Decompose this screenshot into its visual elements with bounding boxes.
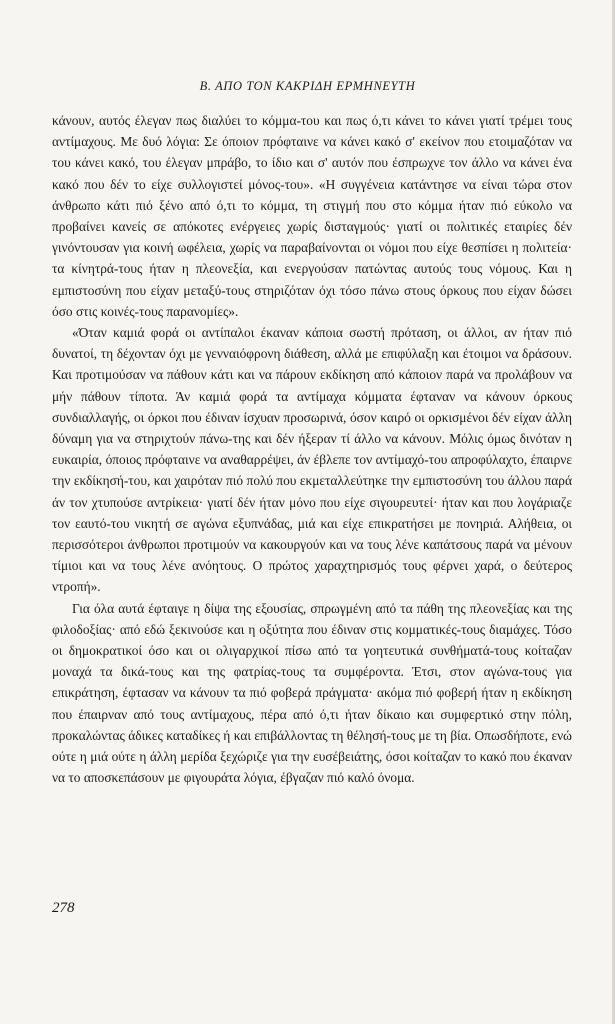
running-head: Β. ΑΠΟ ΤΟΝ ΚΑΚΡΙΔΗ ΕΡΜΗΝΕΥΤΗ [199, 79, 416, 93]
paragraph-3: Για όλα αυτά έφταιγε η δίψα της εξουσίας, σπρωγμένη από τα πάθη της πλεονεξίας και της φιλοδοξίας· από εδώ ξεκινούσε και η οξύτητα που έδιναν στις κομματικές-τους διαμάχες. Τόσο οι δημοκρατικοί όσο και οι ολιγαρχικοί πίσω από τα γοητευτικά συνθήματά-τους κοίταζαν μοναχά τα δικά-τους και της φατρίας-τους τα συμφέροντα. Έτσι, στον αγώνα-τους για επικράτηση, έφτασαν να κάνουν τα πιό φοβερά πράγματα· ακόμα πιό φοβερή ήταν η εκδίκηση που έπαιρναν από τους αντίμαχους, πέρα από ό,τι ήταν δίκαιο και συμφερτικό στην πόλη, προκαλώντας άδικες καταδίκες ή και επιβάλλοντας τη θέλησή-τους με τη βία. Οπωσδήποτε, ενώ ούτε η μιά ούτε η άλλη μερίδα ξεχώριζε για την ευσέβειάτης, όσοι κοίταζαν το κακό που έκαναν να το αποσκεπάσουν με φιγουράτα λόγια, έβγαζαν πιό καλό όνομα. [52, 600, 572, 786]
paragraph-1: κάνουν, αυτός έλεγαν πως διαλύει το κόμμα-του και πως ό,τι κάνει το κάνει γιατί τρέμει τους αντίμαχους. Με δυό λόγια: Σε όποιον πρόφταινε να κάνει κακό σ' εκείνον που ετοιμαζόταν να του κάνει κακό, του έλεγαν μπράβο, το ίδιο και σ' αυτόν που έσπρωχνε τον άλλο να κάνει ένα κακό που δέν το είχε συλλογιστεί μόνος-του». «Η συγγένεια κατάντησε να είναι τώρα στον άνθρωπο κάτι πιό ξένο από ό,τι το κόμμα, τη στιγμή που στο κόμμα ήταν πιό εύκολο να προβαίνει κανείς σε απόκοτες ενέργειες χωρίς δισταγμούς· γιατί οι πολιτικές εταιρίες δέν γινόντουσαν για κοινή ωφέλεια, χωρίς να παραβαίνονται οι νόμοι που είχε θεσπίσει η πολιτεία· τα κίνητρά-τους ήταν η πλεονεξία, και ενεργούσαν πατώντας αυτούς τους νόμους. Και η εμπιστοσύνη που είχαν μεταξύ-τους στηριζόταν όχι τόσο πάνω στους όρκους που είχαν δώσει όσο στις κοινές-τους παρανομίες». [52, 113, 572, 319]
paragraph-2: «Όταν καμιά φορά οι αντίπαλοι έκαναν κάποια σωστή πρόταση, οι άλλοι, αν ήταν πιό δυνατοί, τη δέχονταν όχι με γενναιόφρονη διάθεση, αλλά με επιφύλαξη και έτοιμοι να δράσουν. Και προτιμούσαν να πάθουν κάτι και να πάρουν εκδίκηση από κάποιον παρά να προλάβουν να μήν πάθουν τίποτα. Άν καμιά φορά τα αντίμαχα κόμματα έφταναν να κάνουν όρκους συνδιαλλαγής, οι όρκοι που έδιναν ίσχυαν προσωρινά, όσον καιρό οι ορκισμένοι δέν είχαν άλλη δύναμη για να στηριχτούν πάνω-της και δέν ήξεραν τί άλλο να κάνουν. Μόλις όμως δινόταν η ευκαιρία, όποιος πρόφταινε να αναθαρρέψει, άν έβλεπε τον αντίμαχό-του απροφύλαχτο, έπαιρνε την εκδίκησή-του, και χαιρόταν πιό πολύ που εκμεταλλεύτηκε την εμπιστοσύνη του άλλου παρά άν τον χτυπούσε αντρίκεια· γιατί δέν ήταν μόνο που είχε σιγουρευτεί· ήταν και που λογάριαζε τον εαυτό-του νικητή σε αγώνα εξυπνάδας, μιά και είχε επικρατήσει με πονηριά. Αλήθεια, οι περισσότεροι άνθρωποι προτιμούν να κακουργούν και να τους λένε καπάτσους παρά να μένουν τίμιοι και να τους λένε ανόητους. Ο πρώτος χαραχτηρισμός τους φέρνει χαρά, ο δεύτερος ντροπή». [52, 325, 572, 595]
body-text [52, 110, 572, 789]
page-number: 278 [52, 900, 75, 916]
